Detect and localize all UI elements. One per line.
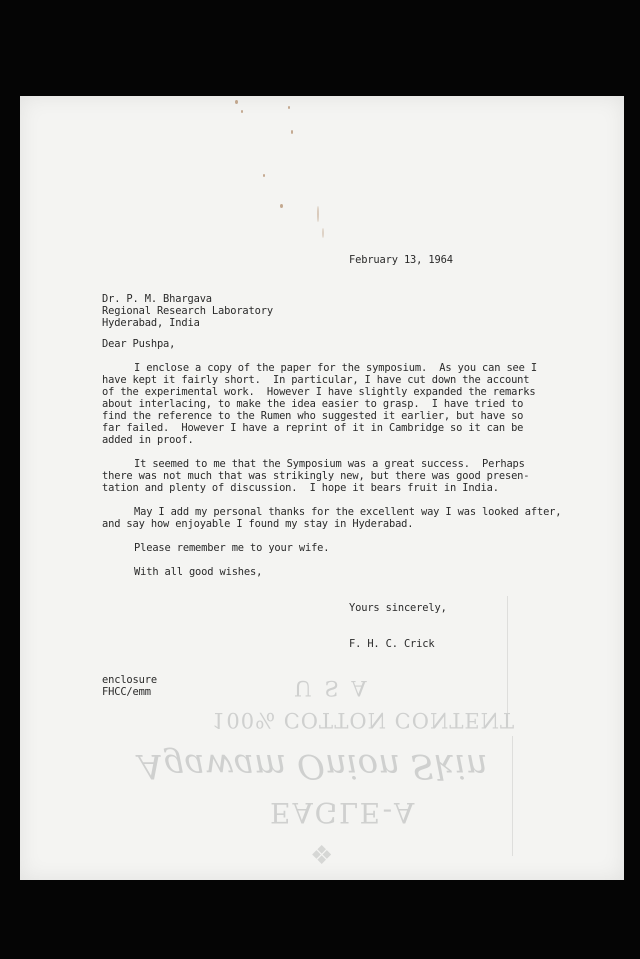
rust-stain bbox=[235, 100, 238, 104]
rust-stain bbox=[263, 174, 265, 177]
eagle-emblem-icon: ❖ bbox=[310, 838, 334, 868]
paragraph-3-line: and say how enjoyable I found my stay in Hyderabad. bbox=[102, 518, 414, 530]
paragraph-2-line: tation and plenty of discussion. I hope it bears fruit in India. bbox=[102, 482, 499, 494]
paper-crease bbox=[512, 736, 513, 856]
watermark-eagle: EAGLE-A bbox=[270, 796, 417, 829]
recipient-institution: Regional Research Laboratory bbox=[102, 305, 273, 317]
reference-initials: FHCC/emm bbox=[102, 686, 151, 698]
paragraph-5: With all good wishes, bbox=[134, 566, 263, 578]
letter-date: February 13, 1964 bbox=[349, 254, 453, 266]
paragraph-2-line: there was not much that was strikingly new, but there was good presen- bbox=[102, 470, 530, 482]
letter-sheet bbox=[20, 96, 624, 880]
watermark-brand: Agawam Onion Skin bbox=[138, 746, 488, 786]
paragraph-2-line: It seemed to me that the Symposium was a great success. Perhaps bbox=[134, 458, 525, 470]
watermark-cotton-content: 100% COTTON CONTENT bbox=[212, 708, 516, 732]
rust-stain bbox=[241, 110, 243, 113]
paragraph-1-line: I enclose a copy of the paper for the symposium. As you can see I bbox=[134, 362, 537, 374]
rust-stain bbox=[317, 206, 319, 222]
rust-stain bbox=[280, 204, 283, 208]
watermark-usa: U S A bbox=[294, 676, 370, 700]
paragraph-1-line: of the experimental work. However I have slightly expanded the remarks bbox=[102, 386, 536, 398]
paragraph-1-line: about interlacing, to make the idea easier to grasp. I have tried to bbox=[102, 398, 524, 410]
rust-stain bbox=[322, 228, 324, 238]
rust-stain bbox=[291, 130, 293, 134]
signature-name: F. H. C. Crick bbox=[349, 638, 435, 650]
closing: Yours sincerely, bbox=[349, 602, 447, 614]
paragraph-3-line: May I add my personal thanks for the excellent way I was looked after, bbox=[134, 506, 562, 518]
recipient-city: Hyderabad, India bbox=[102, 317, 200, 329]
recipient-name: Dr. P. M. Bhargava bbox=[102, 293, 212, 305]
paper-crease bbox=[507, 596, 508, 716]
paragraph-1-line: added in proof. bbox=[102, 434, 194, 446]
paragraph-1-line: find the reference to the Rumen who suggested it earlier, but have so bbox=[102, 410, 524, 422]
rust-stain bbox=[288, 106, 290, 109]
paragraph-1-line: far failed. However I have a reprint of it in Cambridge so it can be bbox=[102, 422, 524, 434]
enclosure-note: enclosure bbox=[102, 674, 157, 686]
paragraph-4: Please remember me to your wife. bbox=[134, 542, 330, 554]
paragraph-1-line: have kept it fairly short. In particular, I have cut down the account bbox=[102, 374, 530, 386]
salutation: Dear Pushpa, bbox=[102, 338, 176, 350]
